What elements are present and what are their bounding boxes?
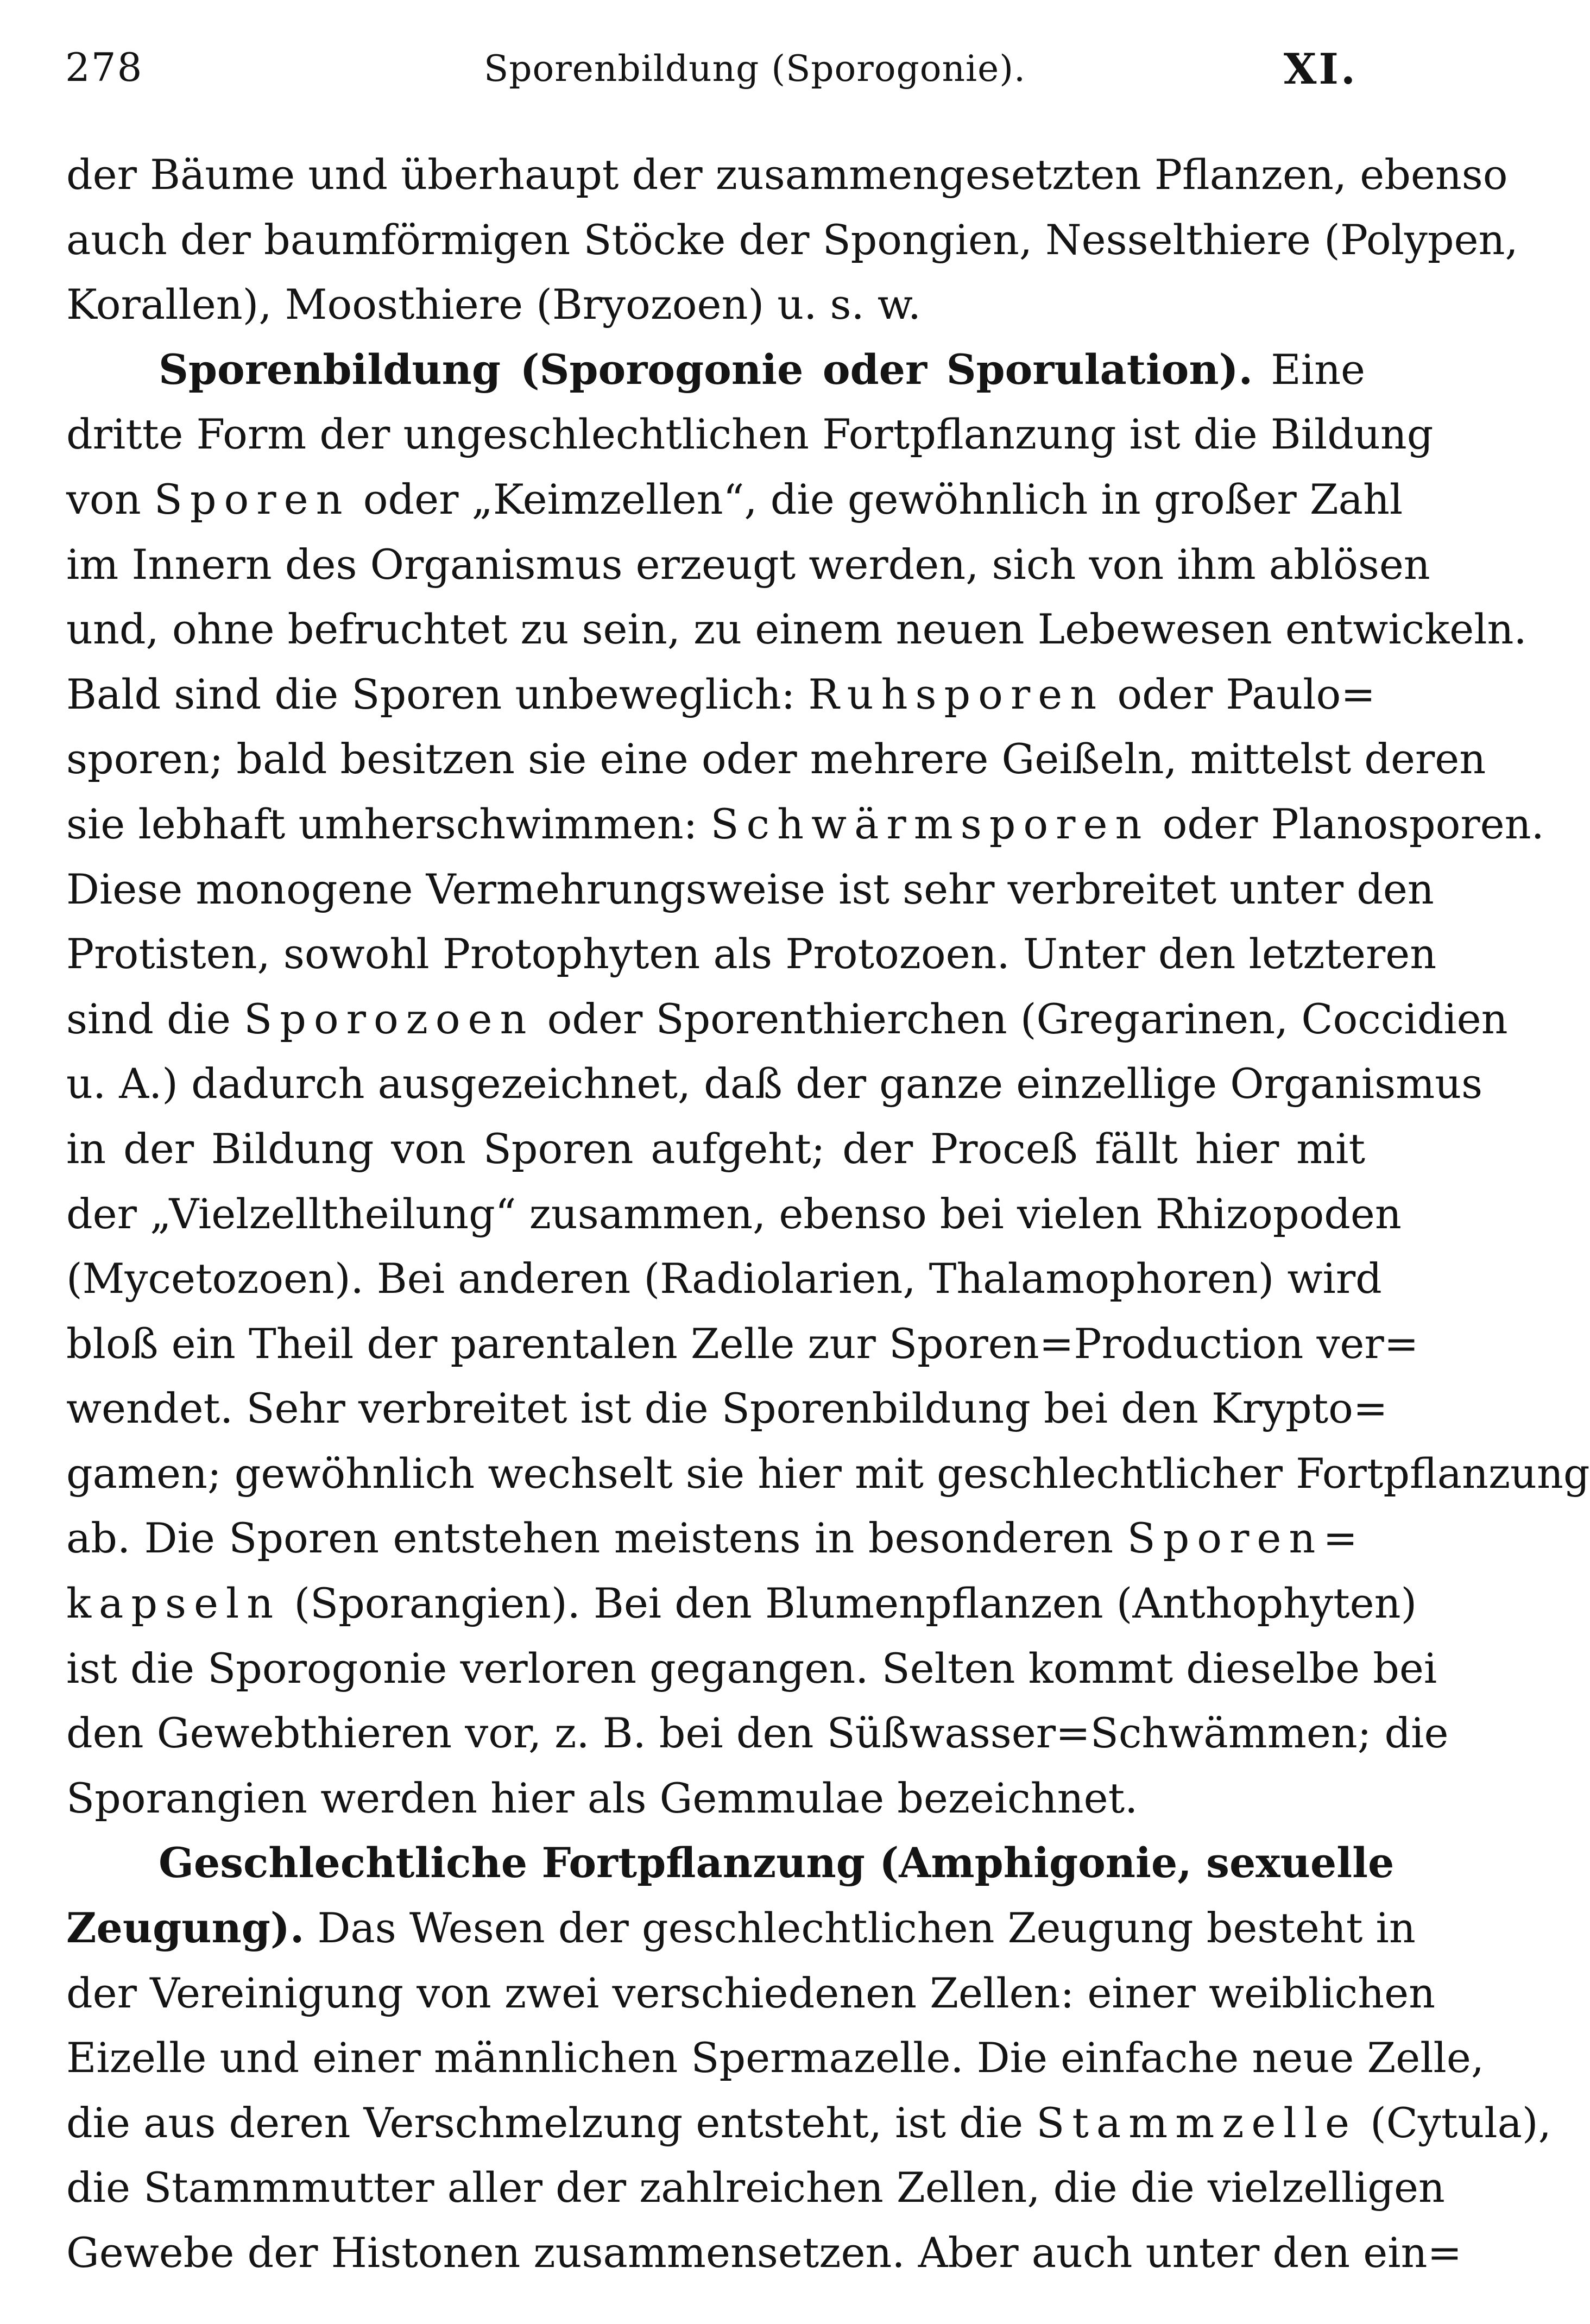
spaced-emphasis-text: kapseln — [66, 1579, 281, 1628]
text-line — [66, 662, 1376, 727]
spaced-emphasis-text: Sporen= — [1127, 1514, 1365, 1563]
text-line — [66, 1182, 1402, 1247]
text-line — [66, 207, 1518, 273]
line-text: Das Wesen der geschlechtlichen Zeugung besteht in — [304, 1904, 1416, 1953]
text-line — [66, 467, 1403, 532]
line-text: oder Paulo= — [1104, 670, 1376, 718]
body-text — [66, 142, 1590, 2282]
line-text: oder Sporenthierchen (Gregarinen, Coccidien — [534, 994, 1508, 1043]
line-text: (Sporangien). Bei den Blumenpflanzen (Anthophyten) — [281, 1579, 1417, 1628]
line-text: ab. Die Sporen entstehen meistens in besonderen — [66, 1514, 1127, 1563]
bold-heading-text: Zeugung). — [66, 1904, 305, 1953]
page-number: 278 — [65, 45, 143, 90]
line-text: der Vereinigung von zwei verschiedenen Zellen: einer weiblichen — [66, 1968, 1436, 2017]
text-line — [66, 1766, 1365, 1831]
line-text: die aus deren Verschmelzung entsteht, ist die — [66, 2098, 1037, 2147]
text-line — [66, 2091, 1551, 2156]
line-text: oder „Keimzellen“, die gewöhnlich in großer Zahl — [350, 475, 1403, 523]
line-text: der „Vielzelltheilung“ zusammen, ebenso bei vielen Rhizopoden — [66, 1189, 1402, 1238]
bold-heading-text: Sporenbildung (Sporogonie oder Sporulation). — [159, 345, 1253, 394]
line-text: Eizelle und einer männlichen Spermazelle. Die einfache neue Zelle, — [66, 2033, 1484, 2082]
spaced-emphasis-text: Sporozoen — [244, 994, 534, 1043]
text-line — [66, 1441, 1590, 1506]
text-line — [66, 337, 1365, 402]
text-line — [66, 1116, 1365, 1182]
line-text: wendet. Sehr verbreitet ist die Sporenbildung bei den Krypto= — [66, 1384, 1388, 1433]
text-line — [66, 792, 1544, 857]
text-line — [66, 921, 1437, 987]
line-text: Korallen), Moosthiere (Bryozoen) u. s. w. — [66, 280, 922, 329]
running-head: Sporenbildung (Sporogonie). — [484, 48, 1026, 90]
chapter-number: XI. — [1283, 45, 1358, 94]
bold-heading-text: Geschlechtliche Fortpflanzung (Amphigonie, sexuelle — [159, 1839, 1395, 1887]
text-line — [66, 2025, 1484, 2091]
line-text: sind die — [66, 994, 244, 1043]
line-text: sporen; bald besitzen sie eine oder mehrere Geißeln, mittelst deren — [66, 735, 1486, 784]
line-text: Diese monogene Vermehrungsweise ist sehr verbreitet unter den — [66, 864, 1434, 913]
text-line — [66, 597, 1527, 662]
line-text: in der Bildung von Sporen aufgeht; der Proceß fällt hier mit — [66, 1124, 1365, 1173]
line-text: oder Planosporen. — [1149, 799, 1544, 848]
page-header — [65, 45, 1358, 110]
line-text: sie lebhaft umherschwimmen: — [66, 799, 711, 848]
spaced-emphasis-text: Sporen — [154, 475, 350, 523]
text-line — [66, 2220, 1462, 2285]
text-line — [66, 1311, 1419, 1376]
text-line — [66, 402, 1434, 467]
line-text: gamen; gewöhnlich wechselt sie hier mit geschlechtlicher Fortpflanzung — [66, 1449, 1590, 1498]
spaced-emphasis-text: Ruhsporen — [808, 670, 1105, 718]
text-line — [66, 142, 1508, 207]
text-line — [66, 1376, 1388, 1441]
line-text: den Gewebthieren vor, z. B. bei den Süßwasser=Schwämmen; die — [66, 1709, 1449, 1758]
line-text: Eine — [1253, 345, 1365, 394]
text-line — [66, 272, 1365, 337]
text-line — [66, 857, 1434, 922]
line-text: (Cytula), — [1356, 2098, 1551, 2147]
text-line — [66, 1961, 1436, 2026]
line-text: (Mycetozoen). Bei anderen (Radiolarien, Thalamophoren) wird — [66, 1254, 1382, 1303]
text-line — [66, 532, 1430, 597]
line-text: und, ohne befruchtet zu sein, zu einem neuen Lebewesen entwickeln. — [66, 605, 1527, 654]
line-text: Bald sind die Sporen unbeweglich: — [66, 670, 809, 718]
text-line — [66, 987, 1508, 1052]
line-text: auch der baumförmigen Stöcke der Spongien, Nesselthiere (Polypen, — [66, 215, 1518, 264]
line-text: im Innern des Organismus erzeugt werden, sich von ihm ablösen — [66, 540, 1430, 589]
text-line — [66, 1051, 1483, 1116]
line-text: der Bäume und überhaupt der zusammengesetzten Pflanzen, ebenso — [66, 150, 1508, 199]
line-text: ist die Sporogonie verloren gegangen. Selten kommt dieselbe bei — [66, 1644, 1437, 1693]
line-text: Gewebe der Histonen zusammensetzen. Aber auch unter den ein= — [66, 2228, 1462, 2277]
line-text: u. A.) dadurch ausgezeichnet, daß der ganze einzellige Organismus — [66, 1059, 1483, 1108]
text-line — [66, 2155, 1445, 2220]
text-line — [66, 1896, 1416, 1961]
text-line — [66, 1830, 1395, 1896]
line-text: dritte Form der ungeschlechtlichen Fortpflanzung ist die Bildung — [66, 410, 1434, 459]
line-text: die Stammmutter aller der zahlreichen Zellen, die die vielzelligen — [66, 2163, 1445, 2212]
text-line — [66, 1636, 1437, 1701]
text-line — [66, 1506, 1365, 1571]
text-line — [66, 1571, 1417, 1636]
line-text: bloß ein Theil der parentalen Zelle zur Sporen=Production ver= — [66, 1319, 1419, 1368]
line-text: von — [66, 475, 154, 523]
spaced-emphasis-text: Stammzelle — [1036, 2098, 1357, 2147]
line-text: Protisten, sowohl Protophyten als Protozoen. Unter den letzteren — [66, 930, 1437, 978]
spaced-emphasis-text: Schwärmsporen — [710, 799, 1150, 848]
text-line — [66, 727, 1486, 792]
text-line — [66, 1701, 1449, 1766]
line-text: Sporangien werden hier als Gemmulae bezeichnet. — [66, 1773, 1138, 1822]
text-line — [66, 1246, 1382, 1311]
